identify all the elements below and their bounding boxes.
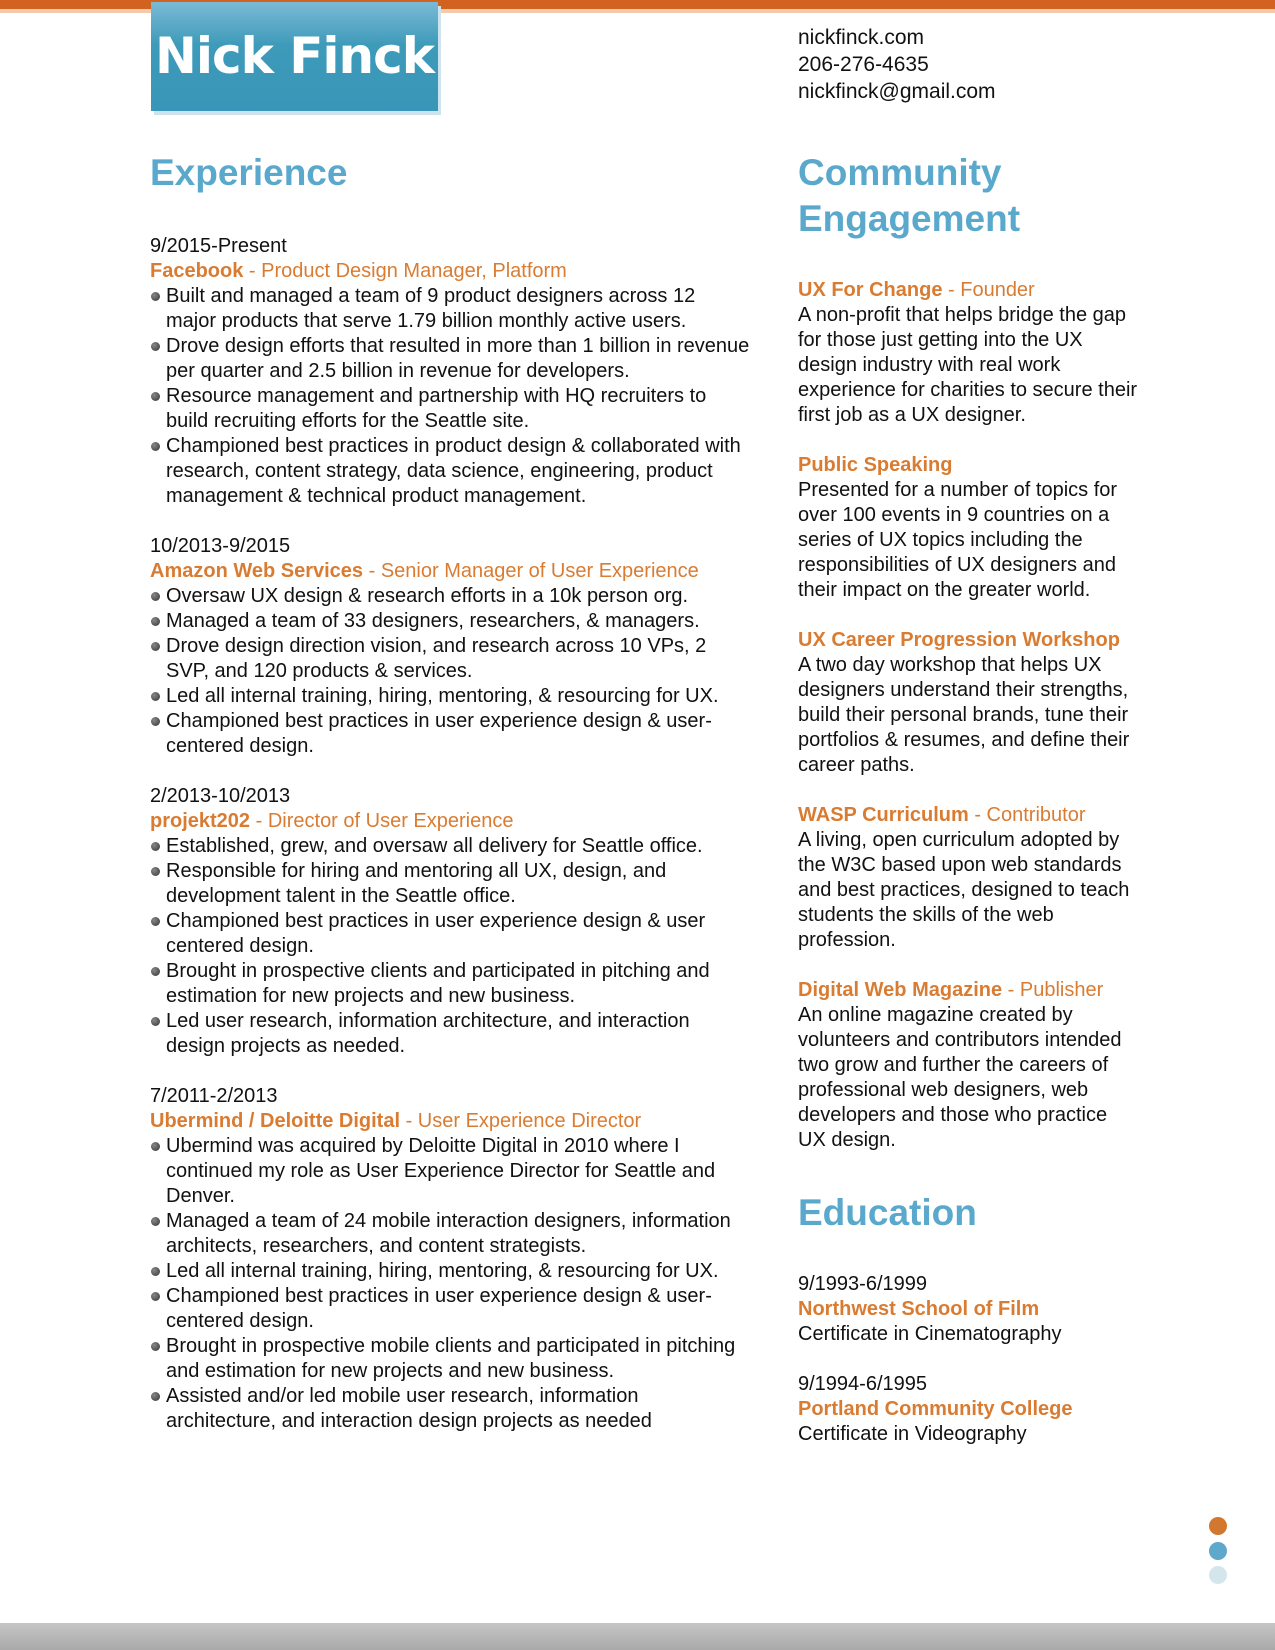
bullet-item [150,1334,750,1384]
job-role: - Senior Manager of User Experience [363,560,699,582]
bullet-text: Drove design direction vision, and research across 10 VPs, 2 SVP, and 120 products & services. [166,635,707,682]
bullet-icon [151,867,160,876]
community-entry [798,278,1138,428]
job-bullets [150,284,750,509]
bullet-text: Managed a team of 24 mobile interaction designers, information architects, researchers, and content strategists. [166,1210,731,1257]
bullet-text: Championed best practices in user experience design & user-centered design. [166,710,712,757]
job-entry [150,234,750,509]
bullet-icon [151,642,160,651]
job-role: - User Experience Director [400,1110,642,1132]
job-dates: 2/2013-10/2013 [150,785,291,807]
bullet-text: Established, grew, and oversaw all delivery for Seattle office. [166,835,703,857]
bullet-item [150,1259,750,1284]
bullet-text: Championed best practices in product design & collaborated with research, content strategy, data science, engineering, product management & technical product management. [166,435,741,507]
bullet-icon [151,917,160,926]
community-title [798,803,1138,828]
education-heading: Education [798,1192,977,1233]
bullet-text: Built and managed a team of 9 product designers across 12 major products that serve 1.79 billion monthly active users. [166,285,696,332]
job-org: Facebook [150,260,244,282]
community-description: A two day workshop that helps UX designers understand their strengths, build their personal brands, tune their portfolios & resumes, and define their career paths. [798,654,1130,776]
bullet-item [150,284,750,334]
bullet-item [150,434,750,509]
job-title [150,809,750,834]
job-entry [150,1084,750,1434]
job-title [150,1109,750,1134]
bullet-item [150,634,750,684]
bullet-icon [151,592,160,601]
bullet-icon [151,1392,160,1401]
bullet-item [150,859,750,909]
job-dates: 9/2015-Present [150,235,287,257]
job-bullets [150,1134,750,1434]
bullet-icon [151,1217,160,1226]
community-description: Presented for a number of topics for over 100 events in 9 countries on a series of UX topics including the responsibilities of UX designers and their impact on the greater world. [798,479,1118,601]
job-entry [150,534,750,759]
bullet-item [150,1009,750,1059]
job-bullets [150,834,750,1059]
education-certificate: Certificate in Videography [798,1423,1027,1445]
education-school: Portland Community College [798,1398,1073,1420]
bullet-text: Championed best practices in user experience design & user centered design. [166,910,706,957]
bottom-bar [0,1623,1275,1650]
bullet-item [150,709,750,759]
community-role: - Contributor [968,804,1086,826]
bullet-text: Responsible for hiring and mentoring all UX, design, and development talent in the Seattle office. [166,860,667,907]
education-certificate: Certificate in Cinematography [798,1323,1062,1345]
community-entry [798,803,1138,953]
bullet-item [150,384,750,434]
job-org: Ubermind / Deloitte Digital [150,1110,401,1132]
bullet-icon [151,617,160,626]
bullet-item [150,1384,750,1434]
bullet-item [150,834,750,859]
job-role: - Director of User Experience [250,810,514,832]
bullet-text: Led all internal training, hiring, mentoring, & resourcing for UX. [166,685,719,707]
community-entry [798,978,1138,1153]
bullet-icon [151,967,160,976]
bullet-icon [151,1342,160,1351]
dot-light-blue [1209,1566,1227,1584]
bullet-text: Resource management and partnership with HQ recruiters to build recruiting efforts for the Seattle site. [166,385,707,432]
bullet-icon [151,1017,160,1026]
community-role: - Founder [942,279,1035,301]
education-entry [798,1372,1138,1447]
bullet-icon [151,392,160,401]
bullet-item [150,909,750,959]
bullet-item [150,684,750,709]
job-entry [150,784,750,1059]
bullet-icon [151,342,160,351]
education-dates: 9/1993-6/1999 [798,1273,928,1295]
right-column [798,150,1138,1472]
bullet-text: Ubermind was acquired by Deloitte Digital in 2010 where I continued my role as User Experience Director for Seattle and Denver. [166,1135,716,1207]
bullet-text: Led user research, information architecture, and interaction design projects as needed. [166,1010,690,1057]
job-dates: 10/2013-9/2015 [150,535,291,557]
bullet-text: Oversaw UX design & research efforts in a 10k person org. [166,585,689,607]
community-title [798,278,1138,303]
name: Nick Finck [154,27,435,85]
bullet-item [150,1284,750,1334]
bullet-icon [151,692,160,701]
community-title [798,628,1138,653]
bullet-text: Championed best practices in user experience design & user-centered design. [166,1285,712,1332]
bullet-icon [151,1142,160,1151]
phone: 206-276-4635 [798,53,929,76]
bullet-icon [151,842,160,851]
job-role: - Product Design Manager, Platform [243,260,567,282]
bullet-text: Assisted and/or led mobile user research, information architecture, and interaction design projects as needed [166,1385,652,1432]
dot-orange [1209,1517,1227,1535]
bullet-text: Led all internal training, hiring, mentoring, & resourcing for UX. [166,1260,719,1282]
education-school: Northwest School of Film [798,1298,1040,1320]
bullet-item [150,334,750,384]
community-title [798,978,1138,1003]
bullet-item [150,1134,750,1209]
community-description: A non-profit that helps bridge the gap for those just getting into the UX design industry with real work experience for charities to secure their first job as a UX designer. [798,304,1138,426]
bullet-text: Managed a team of 33 designers, researchers, & managers. [166,610,700,632]
bullet-text: Brought in prospective clients and participated in pitching and estimation for new projects and new business. [166,960,710,1007]
bullet-icon [151,442,160,451]
email-link[interactable]: nickfinck@gmail.com [798,80,996,103]
education-dates: 9/1994-6/1995 [798,1373,928,1395]
job-org: Amazon Web Services [150,560,364,582]
community-description: An online magazine created by volunteers and contributors intended two grow and further the careers of professional web designers, web developers and those who practice UX design. [798,1004,1122,1151]
education-entry [798,1272,1138,1347]
experience-section [150,150,750,1459]
contact-info [798,24,996,105]
job-org: projekt202 [150,810,251,832]
bullet-icon [151,717,160,726]
community-org: WASP Curriculum [798,804,969,826]
job-dates: 7/2011-2/2013 [150,1085,278,1107]
community-heading: Community Engagement [798,152,1021,239]
community-org: UX For Change [798,279,943,301]
community-title [798,453,1138,478]
job-title [150,259,750,284]
community-org: UX Career Progression Workshop [798,629,1120,651]
experience-heading: Experience [150,152,348,193]
name-banner [151,2,438,111]
bullet-item [150,959,750,1009]
bullet-item [150,584,750,609]
bullet-text: Drove design efforts that resulted in more than 1 billion in revenue per quarter and 2.5 billion in revenue for developers. [166,335,750,382]
bullet-icon [151,1292,160,1301]
community-org: Digital Web Magazine [798,979,1003,1001]
community-description: A living, open curriculum adopted by the W3C based upon web standards and best practices, designed to teach students the skills of the web profession. [798,829,1130,951]
bullet-item [150,1209,750,1259]
bullet-item [150,609,750,634]
bullet-icon [151,292,160,301]
community-role: - Publisher [1002,979,1104,1001]
website-link[interactable]: nickfinck.com [798,26,925,49]
dot-blue [1209,1542,1227,1560]
job-title [150,559,750,584]
community-entry [798,628,1138,778]
community-entry [798,453,1138,603]
job-bullets [150,584,750,759]
bullet-text: Brought in prospective mobile clients and participated in pitching and estimation for new projects and new business. [166,1335,736,1382]
community-org: Public Speaking [798,454,953,476]
bullet-icon [151,1267,160,1276]
